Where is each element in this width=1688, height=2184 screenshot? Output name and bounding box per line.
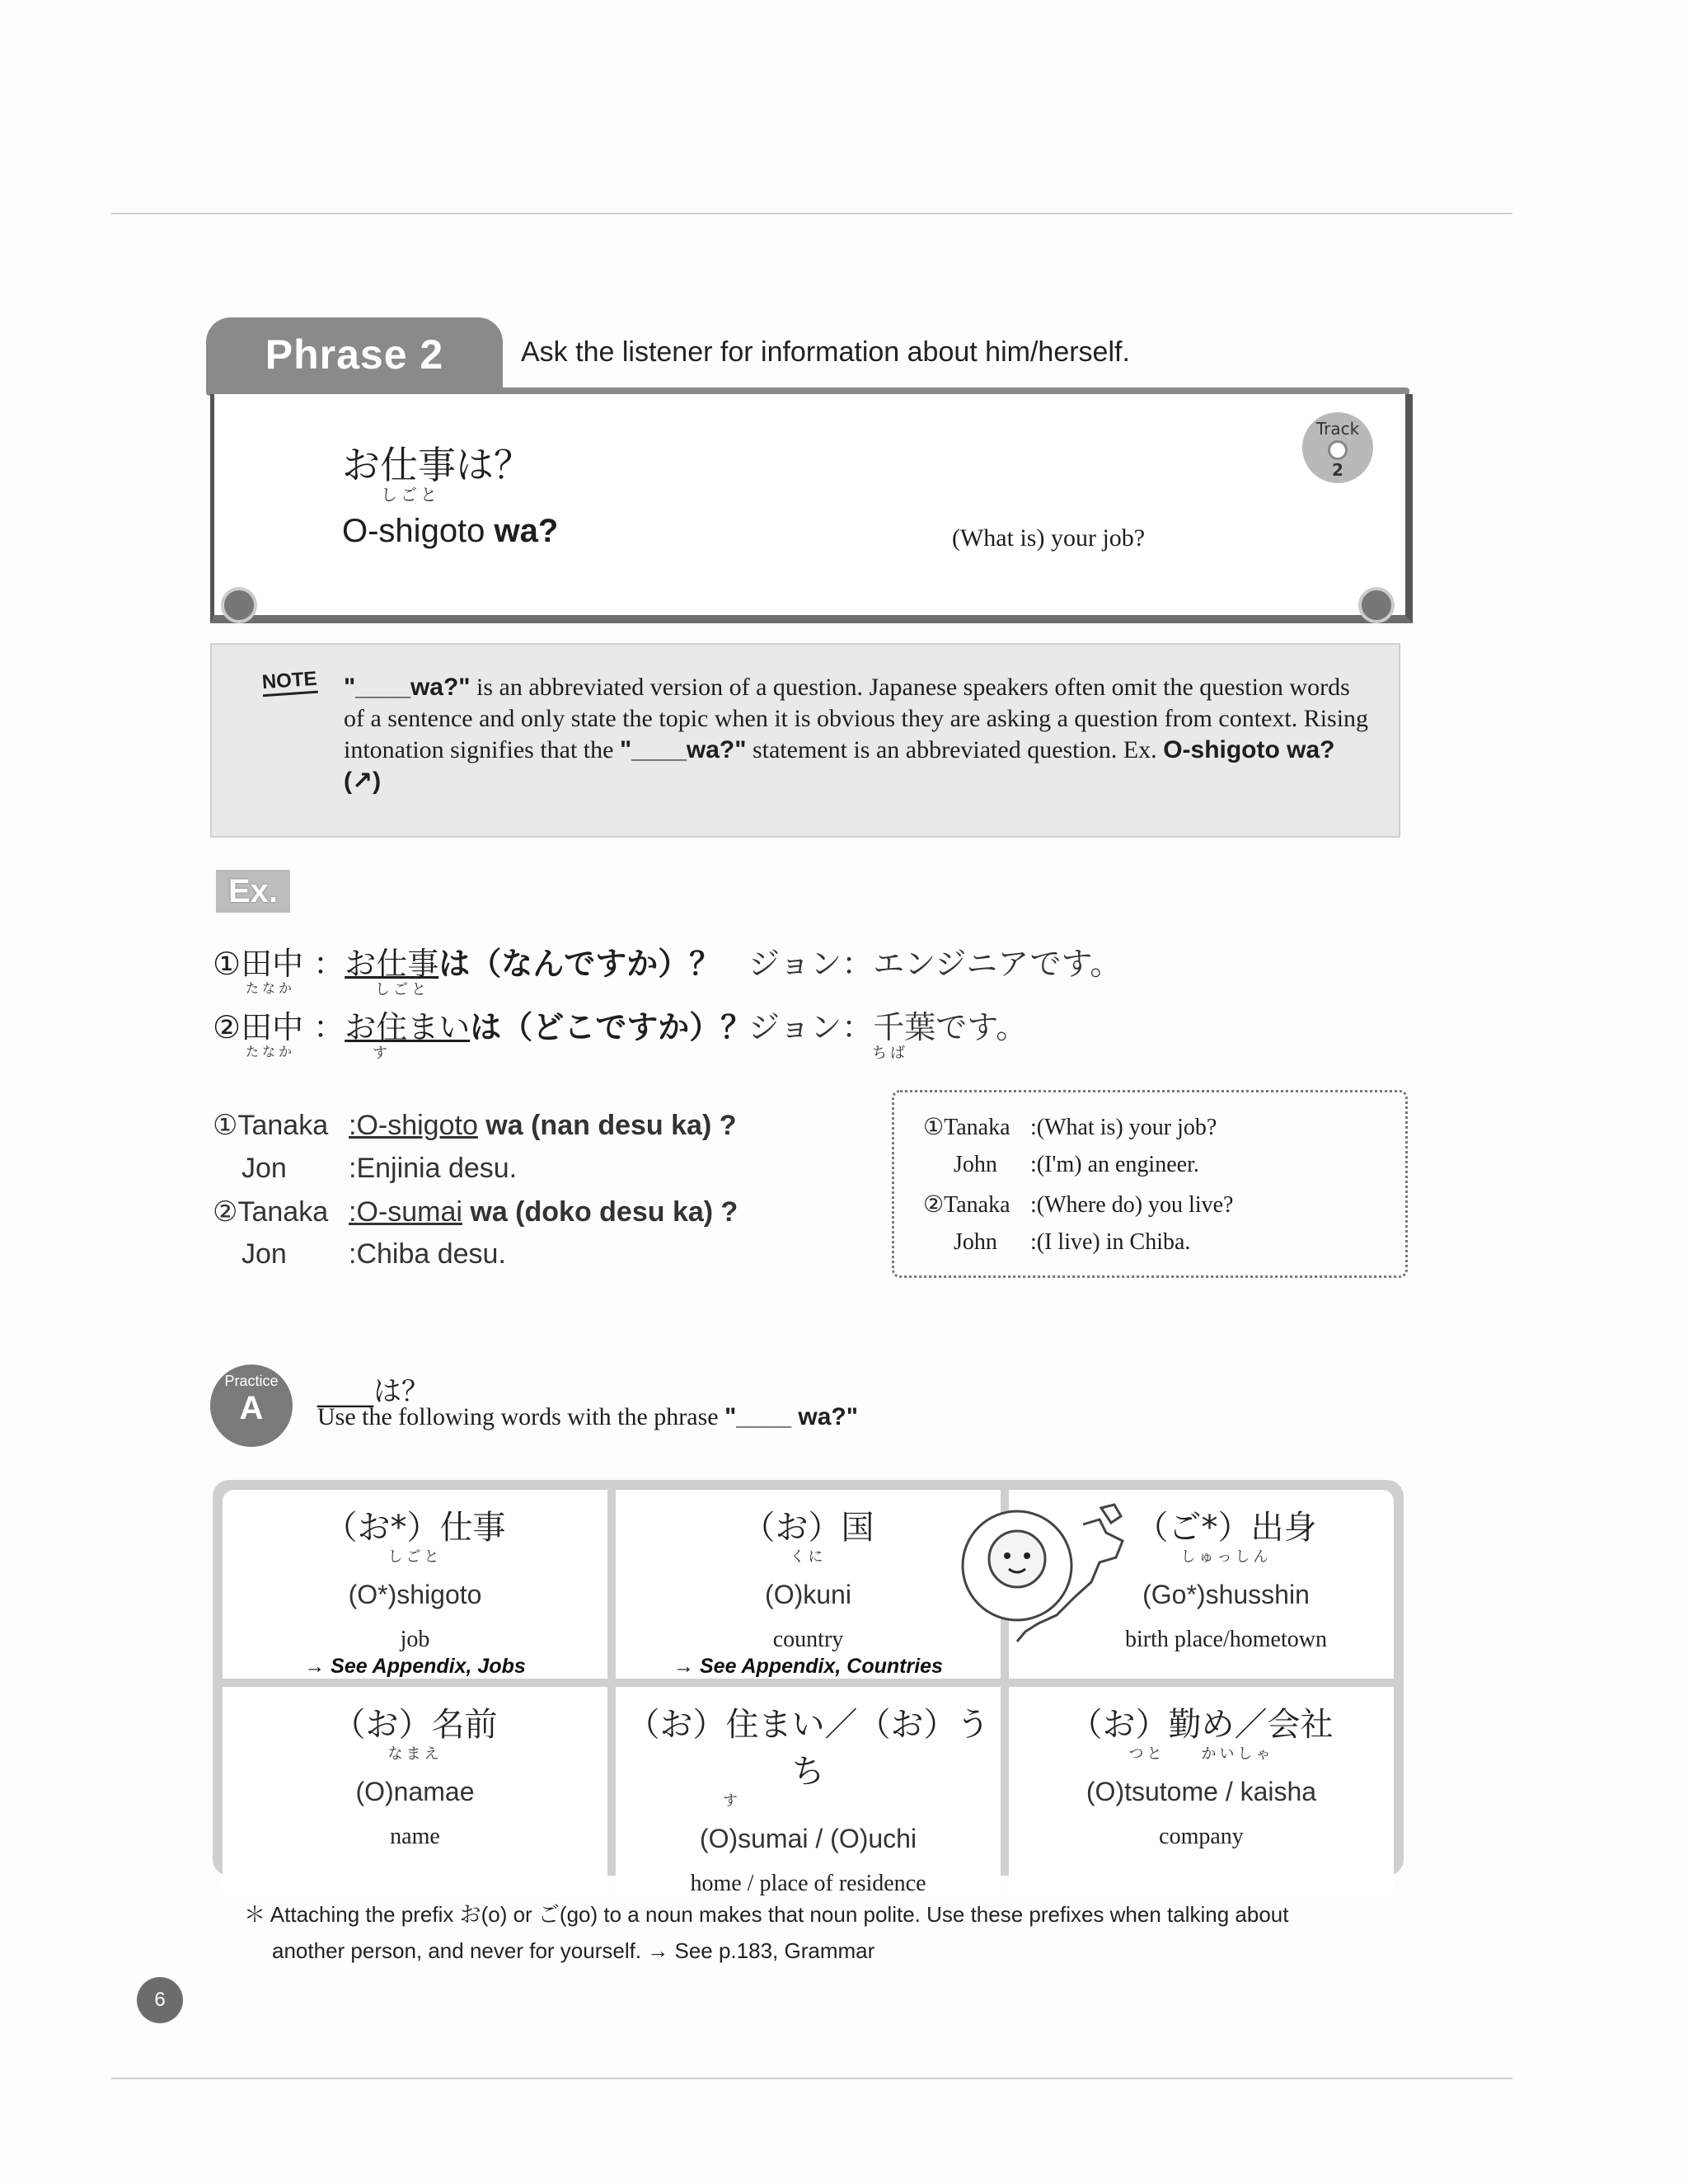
vocab-kanji: （お）勤め／会社	[1069, 1706, 1334, 1744]
phrase-romaji-main: O-shigoto	[342, 513, 485, 549]
phrase-scroll-box	[210, 394, 1413, 623]
vocab-english: name	[390, 1824, 440, 1849]
vocab-ruby: つと かいしゃ	[1128, 1745, 1274, 1763]
translation-4	[954, 1229, 1190, 1256]
jp-answer-2-speaker: ジョン	[748, 1009, 842, 1045]
footnote	[244, 1896, 1414, 1969]
note-label: NOTE	[261, 668, 318, 697]
vocab-cell-hometown	[1009, 1490, 1394, 1679]
romaji-line-2-text: :Enjinia desu.	[349, 1153, 518, 1184]
practice-instruction	[317, 1403, 858, 1431]
note-text-1: is an abbreviated version of a question. Japanese speakers often omit the question words of a sentence and only state the topic when it is obvious they are asking a question from context. Rising intonation signifies that the	[344, 674, 1369, 763]
translation-2	[954, 1152, 1199, 1178]
romaji-line-2	[241, 1153, 517, 1185]
romaji-line-1	[213, 1109, 736, 1142]
phrase-description: Ask the listener for information about him/herself.	[521, 336, 1130, 368]
phrase-japanese-ruby: しごと	[381, 485, 440, 505]
cd-icon	[1328, 440, 1348, 460]
romaji-line-1-speaker: ①Tanaka	[213, 1110, 329, 1141]
jp-line-1-speaker-ruby: たなか	[246, 980, 296, 996]
translation-1	[923, 1113, 1217, 1141]
jp-dialogue-2: ②田中 ：お住まいは（どこですか）？	[213, 1009, 753, 1045]
jp-line-2-speaker: 田中	[241, 1009, 304, 1045]
note-example: O-shigoto wa? (↗)	[344, 736, 1335, 795]
practice-badge	[210, 1364, 293, 1447]
vocab-ruby: しゅっしん	[1180, 1548, 1272, 1566]
vocab-romaji: (O*)shigoto	[348, 1580, 482, 1609]
vocab-appendix-link[interactable]: → See Appendix, Jobs	[304, 1655, 526, 1678]
vocab-english: home / place of residence	[690, 1871, 926, 1896]
footnote-line-1: ＊ Attaching the prefix お(o) or ご(go) to a noun makes that noun polite. Use these prefixes when talking about	[244, 1902, 1289, 1927]
vocab-english: company	[1159, 1824, 1244, 1849]
jp-answer-2	[748, 1002, 1027, 1047]
phrase-english: (What is) your job?	[952, 524, 1146, 552]
vocab-kanji: （ご*）出身	[1135, 1509, 1317, 1547]
vocab-cell-country	[616, 1490, 1001, 1679]
translation-3	[923, 1191, 1233, 1219]
bottom-rule	[111, 2078, 1512, 2079]
track-label: Track	[1315, 419, 1360, 439]
romaji-line-4	[241, 1238, 506, 1270]
vocab-ruby: なまえ	[387, 1745, 443, 1763]
vocab-cell-name	[223, 1687, 607, 1897]
practice-badge-label: Practice	[224, 1373, 279, 1389]
vocab-cell-company	[1009, 1687, 1394, 1897]
phrase-romaji	[342, 513, 558, 550]
note-blank: "____wa?"	[344, 674, 471, 701]
note-text	[344, 672, 1370, 797]
vocab-romaji: (O)namae	[355, 1777, 475, 1806]
romaji-line-2-speaker: Jon	[241, 1153, 287, 1184]
jp-line-1-question-rest: は（なんですか）？	[438, 946, 721, 982]
vocab-english: job	[400, 1627, 430, 1652]
vocab-kanji: （お）住まい／（お）うち	[626, 1706, 990, 1791]
example-tag: Ex.	[216, 870, 290, 913]
mascot-map-icon	[959, 1500, 1174, 1656]
romaji-line-4-speaker: Jon	[241, 1238, 287, 1270]
jp-answer-1-text: ：エンジニアです。	[842, 946, 1122, 982]
romaji-line-3-bold: wa (doko desu ka) ?	[462, 1196, 738, 1228]
phrase-romaji-wa: wa?	[494, 513, 559, 549]
footnote-line-2: another person, and never for yourself. → See p.183, Grammar	[272, 1938, 875, 1963]
jp-line-1-question-ruby: しごと	[375, 981, 429, 998]
jp-line-2-question-rest: は（どこですか）？	[470, 1009, 753, 1045]
note-text-2: statement is an abbreviated question. Ex.	[746, 736, 1164, 763]
jp-line-1-question-word: お仕事	[345, 946, 439, 982]
scroll-roll-left-icon	[221, 587, 257, 623]
romaji-line-4-text: :Chiba desu.	[349, 1238, 506, 1270]
translation-4-text: :(I live) in Chiba.	[1030, 1229, 1191, 1255]
practice-instruction-text: Use the following words with the phrase	[317, 1403, 725, 1430]
scroll-roll-right-icon	[1358, 587, 1395, 623]
translation-2-text: :(I'm) an engineer.	[1030, 1152, 1199, 1177]
translation-2-speaker: John	[954, 1152, 997, 1177]
top-rule	[111, 213, 1512, 214]
vocab-english: birth place/hometown	[1125, 1627, 1327, 1652]
page-number: 6	[137, 1977, 183, 2023]
vocab-english: country	[772, 1627, 844, 1652]
phrase-tab: Phrase 2	[206, 317, 503, 392]
vocab-cell-job	[223, 1490, 607, 1679]
jp-answer-2-text: ：千葉です。	[842, 1009, 1028, 1045]
vocab-ruby: す	[723, 1792, 741, 1810]
vocab-romaji: (Go*)shusshin	[1142, 1580, 1310, 1609]
jp-line-2-question-word: お住まい	[345, 1009, 471, 1045]
vocab-romaji: (O)tsutome / kaisha	[1085, 1777, 1317, 1806]
romaji-line-3-speaker: ②Tanaka	[213, 1196, 329, 1228]
jp-line-2-num: ②	[213, 1009, 241, 1045]
vocab-kanji: （お）国	[742, 1509, 874, 1547]
translation-3-speaker: ②Tanaka	[923, 1192, 1010, 1218]
vocabulary-grid	[213, 1480, 1404, 1896]
vocab-ruby: しごと	[387, 1548, 443, 1566]
translation-1-speaker: ①Tanaka	[923, 1115, 1010, 1140]
jp-answer-2-ruby: ちば	[872, 1045, 908, 1062]
jp-answer-1	[748, 938, 1121, 984]
practice-title: ____は？	[317, 1375, 429, 1408]
vocab-romaji: (O)sumai / (O)uchi	[699, 1824, 917, 1853]
practice-instruction-bold: "____ wa?"	[724, 1403, 858, 1430]
track-number: 2	[1332, 460, 1343, 480]
translation-4-speaker: John	[954, 1229, 997, 1255]
vocab-kanji: （お*）仕事	[324, 1509, 506, 1547]
romaji-line-1-under: :O-shigoto	[349, 1110, 478, 1141]
vocab-appendix-link[interactable]: → See Appendix, Countries	[673, 1655, 943, 1678]
romaji-line-3-under: :O-sumai	[349, 1196, 462, 1228]
vocab-ruby: くに	[790, 1548, 827, 1566]
jp-dialogue-1: ①田中 ：お仕事は（なんですか）？	[213, 946, 721, 982]
translation-3-text: :(Where do) you live?	[1030, 1192, 1234, 1218]
jp-answer-1-speaker: ジョン	[748, 946, 842, 982]
romaji-line-3	[213, 1195, 738, 1228]
vocab-romaji: (O)kuni	[765, 1580, 851, 1609]
jp-line-1-speaker: 田中	[241, 946, 304, 982]
practice-badge-letter: A	[239, 1390, 264, 1426]
note-blank-2: "____wa?"	[619, 736, 747, 763]
jp-line-2-speaker-ruby: たなか	[246, 1044, 296, 1059]
romaji-line-1-bold: wa (nan desu ka) ?	[477, 1110, 737, 1141]
phrase-japanese: お仕事は？	[342, 443, 532, 487]
track-badge[interactable]	[1302, 412, 1373, 483]
translation-1-text: :(What is) your job?	[1030, 1115, 1217, 1140]
jp-line-1-num: ①	[213, 946, 241, 982]
vocab-kanji: （お）名前	[332, 1706, 498, 1744]
jp-line-2-question-ruby: す	[373, 1045, 391, 1062]
vocab-cell-residence	[616, 1687, 1001, 1897]
